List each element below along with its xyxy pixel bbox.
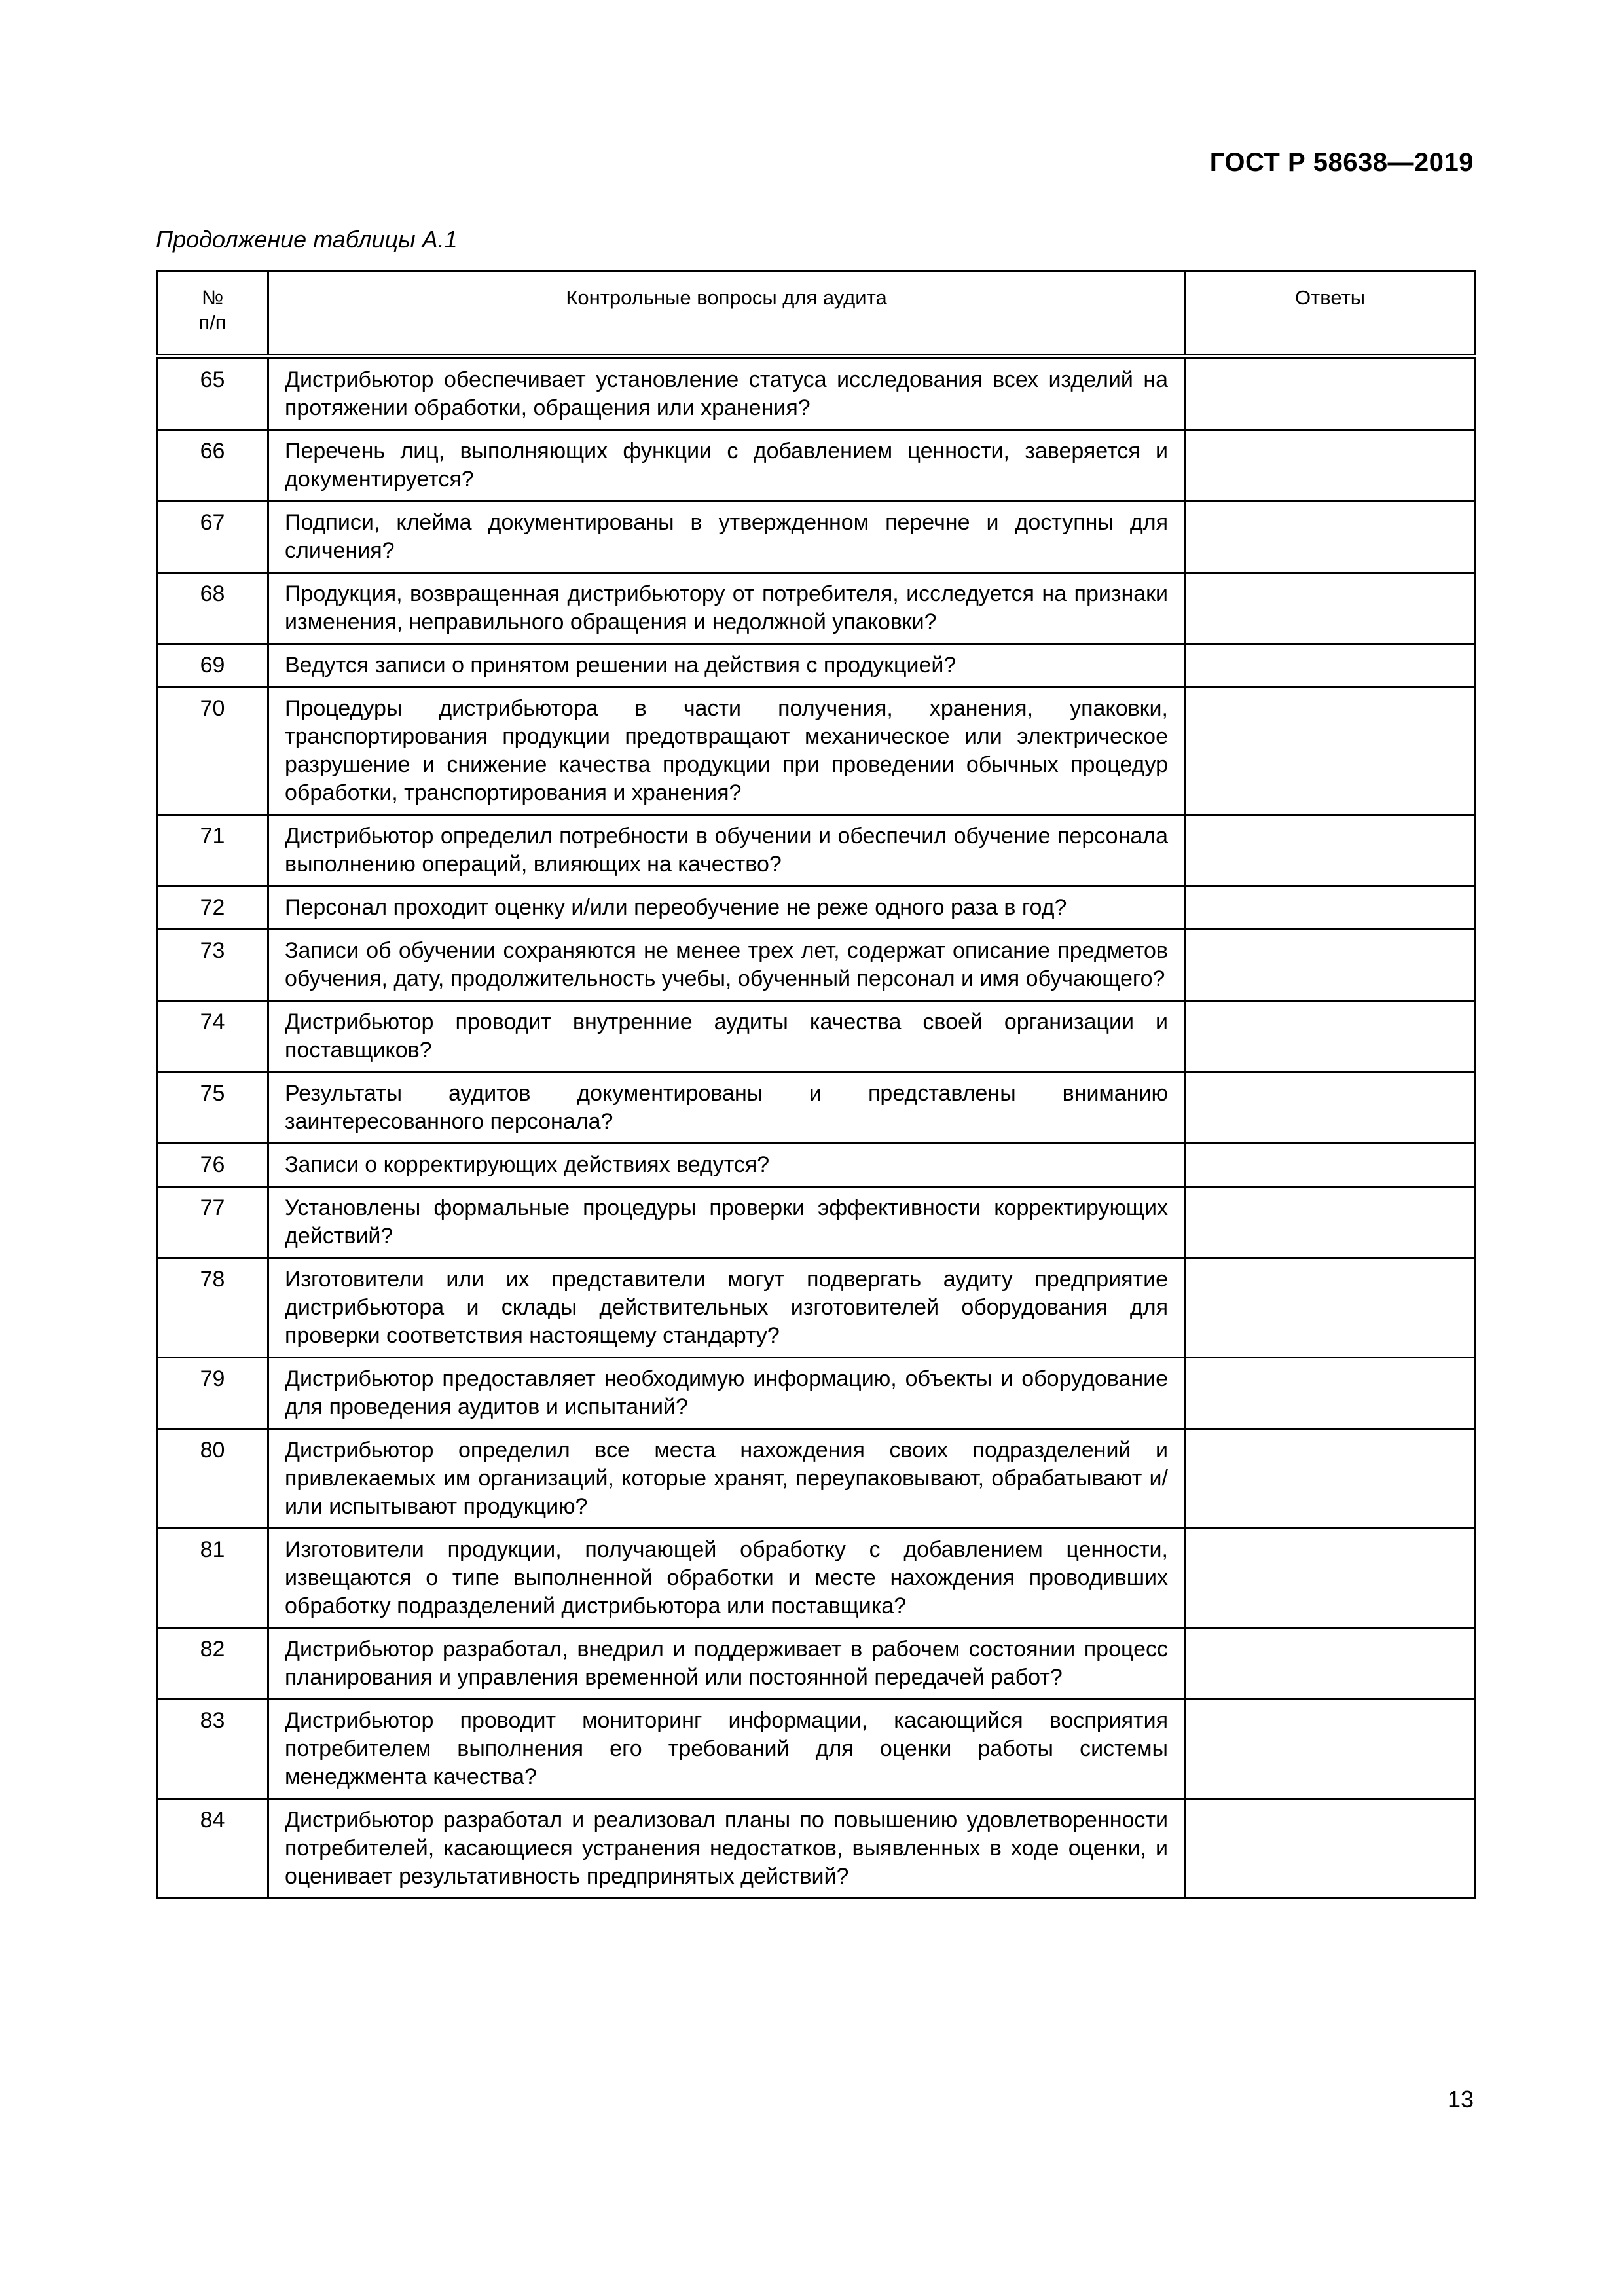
row-answer-cell[interactable]: [1185, 1144, 1476, 1187]
table-row: [157, 1529, 1476, 1628]
row-answer-cell[interactable]: [1185, 815, 1476, 886]
row-answer-cell[interactable]: [1185, 1700, 1476, 1799]
row-number: 70: [157, 687, 268, 815]
row-answer-cell[interactable]: [1185, 886, 1476, 930]
row-question: Результаты аудитов документированы и представлены вниманию заинтересованного персонала?: [268, 1072, 1185, 1144]
row-number: 69: [157, 644, 268, 687]
row-question: Изготовители или их представители могут подвергать аудиту предприятие дистрибьютора и склады действительных изготовителей оборудования для проверки соответствия настоящему стандарту?: [268, 1258, 1185, 1358]
row-number: 71: [157, 815, 268, 886]
row-question: Процедуры дистрибьютора в части получения, хранения, упаковки, транспортирования продукции предотвращают механическое или электрическое разрушение и снижение качества продукции при проведении обычных процедур обработки, транспортирования и хранения?: [268, 687, 1185, 815]
row-question: Дистрибьютор разработал и реализовал планы по повышению удовлетворенности потребителей, касающиеся устранения недостатков, выявленных в ходе оценки, и оценивает результативность предпринятых действий?: [268, 1799, 1185, 1899]
table-row: [157, 1628, 1476, 1700]
row-question: Изготовители продукции, получающей обработку с добавлением ценности, извещаются о типе выполненной обработки и месте нахождения проводивших обработку подразделений дистрибьютора или поставщика?: [268, 1529, 1185, 1628]
table-row: [157, 930, 1476, 1001]
row-question: Записи об обучении сохраняются не менее трех лет, содержат описание предметов обучения, дату, продолжительность учебы, обученный персонал и имя обучающего?: [268, 930, 1185, 1001]
row-question: Дистрибьютор проводит мониторинг информации, касающийся восприятия потребителем выполнения его требований для оценки работы системы менеджмента качества?: [268, 1700, 1185, 1799]
table-row: [157, 687, 1476, 815]
row-question: Дистрибьютор разработал, внедрил и поддерживает в рабочем состоянии процесс планирования и управления временной или постоянной передачей работ?: [268, 1628, 1185, 1700]
row-question: Дистрибьютор проводит внутренние аудиты качества своей организации и поставщиков?: [268, 1001, 1185, 1072]
row-answer-cell[interactable]: [1185, 1258, 1476, 1358]
row-number: 74: [157, 1001, 268, 1072]
table-row: [157, 1072, 1476, 1144]
column-header-number-line1: №: [201, 286, 224, 309]
row-answer-cell[interactable]: [1185, 573, 1476, 644]
column-header-number: [157, 272, 268, 357]
row-number: 78: [157, 1258, 268, 1358]
row-question: Записи о корректирующих действиях ведутся?: [268, 1144, 1185, 1187]
row-question: Перечень лиц, выполняющих функции с добавлением ценности, заверяется и документируется?: [268, 430, 1185, 501]
row-question: Дистрибьютор предоставляет необходимую информацию, объекты и оборудование для проведения аудитов и испытаний?: [268, 1358, 1185, 1429]
row-question: Продукция, возвращенная дистрибьютору от потребителя, исследуется на признаки изменения, неправильного обращения и недолжной упаковки?: [268, 573, 1185, 644]
table-row: [157, 1700, 1476, 1799]
row-answer-cell[interactable]: [1185, 687, 1476, 815]
row-answer-cell[interactable]: [1185, 1429, 1476, 1529]
row-answer-cell[interactable]: [1185, 930, 1476, 1001]
table-row: [157, 1429, 1476, 1529]
row-number: 67: [157, 501, 268, 573]
row-question: Ведутся записи о принятом решении на действия с продукцией?: [268, 644, 1185, 687]
table-row: [157, 1144, 1476, 1187]
page-number: 13: [1447, 2086, 1474, 2113]
audit-questions-table: [156, 270, 1476, 1899]
column-header-number-line2: п/п: [198, 311, 227, 334]
table-row: [157, 573, 1476, 644]
table-row: [157, 357, 1476, 430]
row-number: 82: [157, 1628, 268, 1700]
row-number: 75: [157, 1072, 268, 1144]
table-row: [157, 430, 1476, 501]
column-header-answer: Ответы: [1185, 272, 1476, 357]
table-body: [157, 357, 1476, 1899]
row-question: Дистрибьютор определил все места нахождения своих подразделений и привлекаемых им организаций, которые хранят, переупаковывают, обрабатывают и/или испытывают продукцию?: [268, 1429, 1185, 1529]
row-number: 83: [157, 1700, 268, 1799]
row-answer-cell[interactable]: [1185, 501, 1476, 573]
table-row: [157, 1258, 1476, 1358]
row-answer-cell[interactable]: [1185, 1529, 1476, 1628]
row-answer-cell[interactable]: [1185, 1187, 1476, 1258]
row-number: 73: [157, 930, 268, 1001]
table-row: [157, 1001, 1476, 1072]
table-caption: Продолжение таблицы А.1: [156, 226, 458, 253]
row-answer-cell[interactable]: [1185, 430, 1476, 501]
row-number: 76: [157, 1144, 268, 1187]
column-header-question: Контрольные вопросы для аудита: [268, 272, 1185, 357]
row-question: Дистрибьютор определил потребности в обучении и обеспечил обучение персонала выполнению операций, влияющих на качество?: [268, 815, 1185, 886]
table-header-row: [157, 272, 1476, 357]
row-number: 68: [157, 573, 268, 644]
row-number: 84: [157, 1799, 268, 1899]
row-number: 81: [157, 1529, 268, 1628]
row-question: Дистрибьютор обеспечивает установление статуса исследования всех изделий на протяжении обработки, обращения или хранения?: [268, 357, 1185, 430]
row-answer-cell[interactable]: [1185, 644, 1476, 687]
row-answer-cell[interactable]: [1185, 1001, 1476, 1072]
row-number: 80: [157, 1429, 268, 1529]
row-answer-cell[interactable]: [1185, 1799, 1476, 1899]
row-number: 65: [157, 357, 268, 430]
table-row: [157, 1799, 1476, 1899]
table-row: [157, 1358, 1476, 1429]
row-answer-cell[interactable]: [1185, 1358, 1476, 1429]
row-number: 77: [157, 1187, 268, 1258]
row-number: 72: [157, 886, 268, 930]
row-question: Персонал проходит оценку и/или переобучение не реже одного раза в год?: [268, 886, 1185, 930]
table-row: [157, 644, 1476, 687]
row-number: 66: [157, 430, 268, 501]
row-question: Подписи, клейма документированы в утвержденном перечне и доступны для сличения?: [268, 501, 1185, 573]
table-row: [157, 1187, 1476, 1258]
document-code: ГОСТ Р 58638—2019: [1209, 148, 1474, 177]
row-answer-cell[interactable]: [1185, 1628, 1476, 1700]
row-answer-cell[interactable]: [1185, 1072, 1476, 1144]
table-row: [157, 501, 1476, 573]
row-answer-cell[interactable]: [1185, 357, 1476, 430]
row-number: 79: [157, 1358, 268, 1429]
table-row: [157, 886, 1476, 930]
row-question: Установлены формальные процедуры проверки эффективности корректирующих действий?: [268, 1187, 1185, 1258]
table-row: [157, 815, 1476, 886]
